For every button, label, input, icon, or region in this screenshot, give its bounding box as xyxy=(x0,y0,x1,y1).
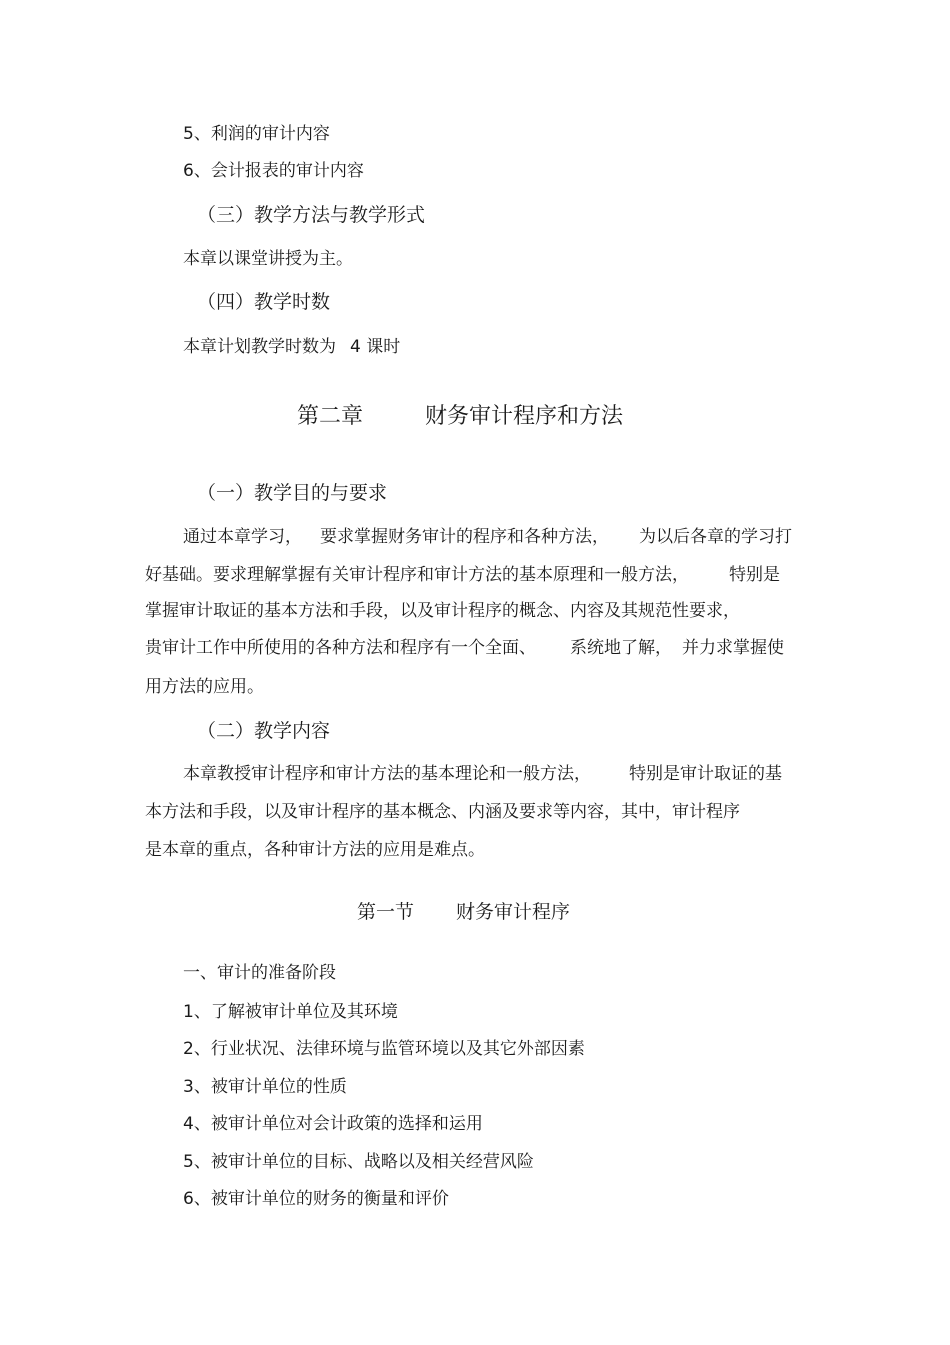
stage-heading: 一、审计的准备阶段 xyxy=(183,963,336,983)
paragraph-line xyxy=(145,640,784,657)
list-item: 3、被审计单位的性质 xyxy=(183,1077,347,1097)
section-number: 第一节 xyxy=(357,901,415,923)
chapter-name: 财务审计程序和方法 xyxy=(425,404,624,429)
goals-heading: （一）教学目的与要求 xyxy=(197,482,388,504)
text-run: 本方法和手段，以及审计程序的基本概念、内涵及要求等内容，其中，审计程序 xyxy=(145,802,740,822)
hours-text-a: 本章计划教学时数为 xyxy=(183,337,336,357)
chapter-number: 第二章 xyxy=(297,404,364,429)
hours-heading: （四）教学时数 xyxy=(197,291,331,313)
text-run: 贵审计工作中所使用的各种方法和程序有一个全面、 xyxy=(145,638,536,658)
text-run: 好基础。要求理解掌握有关审计程序和审计方法的基本原理和一般方法， xyxy=(145,565,689,585)
list-item: 5、被审计单位的目标、战略以及相关经营风险 xyxy=(183,1152,534,1172)
paragraph-line xyxy=(183,529,792,546)
list-item: 6、被审计单位的财务的衡量和评价 xyxy=(183,1189,449,1209)
paragraph-line xyxy=(145,679,264,696)
text-run: 特别是 xyxy=(729,565,780,585)
text-run: 是本章的重点，各种审计方法的应用是难点。 xyxy=(145,840,485,860)
list-item: 4、被审计单位对会计政策的选择和运用 xyxy=(183,1114,483,1134)
text-run: 为以后各章的学习打 xyxy=(639,527,792,547)
hours-text xyxy=(183,339,400,356)
text-run: 通过本章学习， xyxy=(183,527,302,547)
text-run: 系统地了解， xyxy=(570,638,672,658)
list-item: 6、会计报表的审计内容 xyxy=(183,161,364,181)
text-run: 并力求掌握使 xyxy=(682,638,784,658)
section-title xyxy=(357,903,570,922)
paragraph-line xyxy=(145,603,740,620)
paragraph-line xyxy=(145,804,740,821)
text-run: 特别是审计取证的基 xyxy=(629,764,782,784)
chapter-title xyxy=(297,406,623,428)
text-run: 用方法的应用。 xyxy=(145,677,264,697)
method-heading: （三）教学方法与教学形式 xyxy=(197,204,426,226)
hours-text-b: 4 课时 xyxy=(350,337,401,357)
list-item: 1、了解被审计单位及其环境 xyxy=(183,1002,398,1022)
content-heading: （二）教学内容 xyxy=(197,720,331,742)
paragraph-line xyxy=(145,567,780,584)
paragraph-line xyxy=(183,766,782,783)
text-run: 要求掌握财务审计的程序和各种方法， xyxy=(320,527,609,547)
text-run: 本章教授审计程序和审计方法的基本理论和一般方法， xyxy=(183,764,591,784)
method-text: 本章以课堂讲授为主。 xyxy=(183,249,353,269)
text-run: 掌握审计取证的基本方法和手段，以及审计程序的概念、内容及其规范性要求， xyxy=(145,601,740,621)
list-item: 5、利润的审计内容 xyxy=(183,124,330,144)
paragraph-line xyxy=(145,842,485,859)
list-item: 2、行业状况、法律环境与监管环境以及其它外部因素 xyxy=(183,1039,585,1059)
section-name: 财务审计程序 xyxy=(456,901,571,923)
